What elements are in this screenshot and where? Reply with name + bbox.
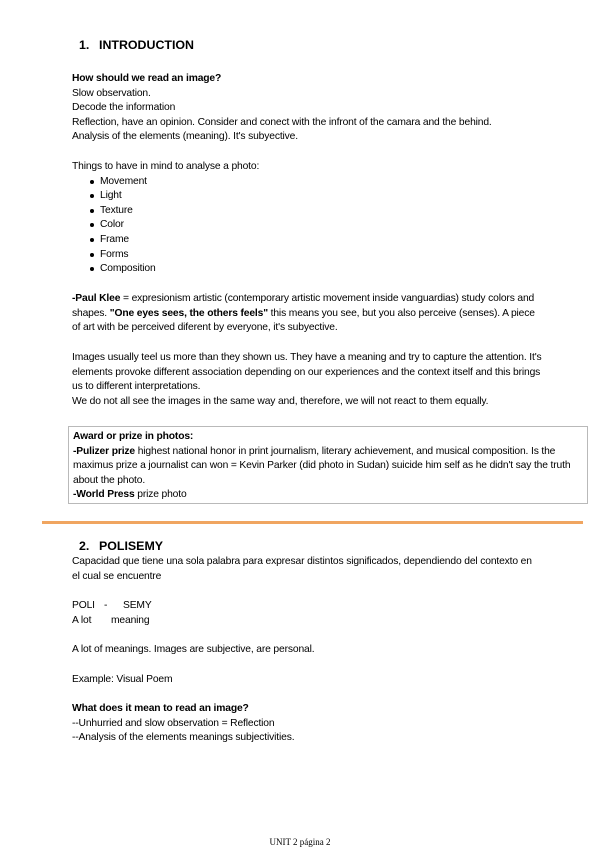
world-press-name: -World Press bbox=[73, 489, 135, 501]
section-1-title: INTRODUCTION bbox=[99, 38, 194, 52]
meanings-line: A lot of meanings. Images are subjective, are personal. bbox=[72, 644, 315, 655]
list-item: Light bbox=[72, 189, 542, 204]
list-item: Movement bbox=[72, 175, 542, 190]
pulizer-name: -Pulizer prize bbox=[73, 445, 135, 457]
page-footer: UNIT 2 página 2 bbox=[269, 837, 331, 847]
things-intro: Things to have in mind to analyse a photo: bbox=[72, 161, 260, 172]
line-decode: Decode the information bbox=[72, 102, 176, 114]
list-item: Texture bbox=[72, 204, 542, 219]
section-2-number: 2. bbox=[79, 539, 90, 553]
things-list bbox=[72, 175, 542, 277]
paul-klee-text-2: this means you see, but you also perceive (senses). A piece of art with be perceived diferent by everyone, it's subyective. bbox=[72, 307, 535, 334]
list-item: Composition bbox=[72, 262, 542, 277]
split-row-2 bbox=[72, 614, 542, 629]
paul-klee-name: -Paul Klee bbox=[72, 293, 121, 304]
pulizer-paragraph bbox=[73, 445, 583, 489]
answer-line: --Analysis of the elements meanings subjectivities. bbox=[72, 732, 295, 744]
meaning-text: meaning bbox=[111, 614, 150, 626]
split-row-1 bbox=[72, 599, 542, 614]
paul-klee-paragraph bbox=[72, 292, 544, 336]
line-slow-observation: Slow observation. bbox=[72, 87, 151, 99]
a-lot-text: A lot bbox=[72, 614, 92, 626]
images-text: Images usually teel us more than they shown us. They have a meaning and try to capture the attention. It's elements provoke different association depending on our experiences and the context itself and this brings us to different interpretations. bbox=[72, 352, 542, 393]
line-analysis: Analysis of the elements (meaning). It's subyective. bbox=[72, 131, 298, 143]
read-image-question: How should we read an image? bbox=[72, 73, 222, 84]
semy-text: SEMY bbox=[123, 600, 152, 611]
section-2-heading bbox=[79, 539, 163, 553]
what-does-it-mean-question: What does it mean to read an image? bbox=[72, 703, 249, 714]
section-1-heading bbox=[79, 38, 194, 52]
paul-klee-text-1: = expresionism artistic (contemporary artistic movement inside vanguardias) study colors and shapes. bbox=[72, 293, 535, 319]
section-1-number: 1. bbox=[79, 38, 90, 52]
equal-text: We do not all see the images in the same way and, therefore, we will not react to them equally. bbox=[72, 395, 489, 407]
list-item: Forms bbox=[72, 248, 542, 263]
section-2-title: POLISEMY bbox=[99, 539, 164, 553]
award-box bbox=[68, 426, 588, 504]
award-heading: Award or prize in photos: bbox=[73, 431, 194, 442]
answer-line: --Unhurried and slow observation = Reflection bbox=[72, 717, 275, 729]
read-image-block-2 bbox=[72, 702, 542, 746]
images-paragraph bbox=[72, 351, 546, 409]
example-line: Example: Visual Poem bbox=[72, 674, 173, 685]
world-press-line bbox=[73, 488, 583, 503]
section-divider bbox=[42, 521, 583, 524]
list-item: Color bbox=[72, 218, 542, 233]
pulizer-text: highest national honor in print journalism, literary achievement, and musical composition. Is the maximus prize a journalist can won = Kevin Parker (did photo in Sudan) suicide him self as he didn't say the truth about the photo. bbox=[73, 445, 571, 486]
list-item: Frame bbox=[72, 233, 542, 248]
split-dash: - bbox=[104, 600, 108, 611]
line-reflection: Reflection, have an opinion. Consider and conect with the infront of the camara and the behind. bbox=[72, 116, 492, 128]
polisemy-split bbox=[72, 599, 542, 628]
poli-text: POLI bbox=[72, 600, 95, 611]
world-press-text: prize photo bbox=[134, 489, 187, 501]
polisemy-definition: Capacidad que tiene una sola palabra para expresar distintos significados, dependiendo del contexto en el cual se encuentre bbox=[72, 556, 532, 582]
things-block bbox=[72, 160, 542, 277]
paul-klee-quote: "One eyes sees, the others feels" bbox=[109, 307, 268, 319]
read-image-block bbox=[72, 72, 542, 145]
